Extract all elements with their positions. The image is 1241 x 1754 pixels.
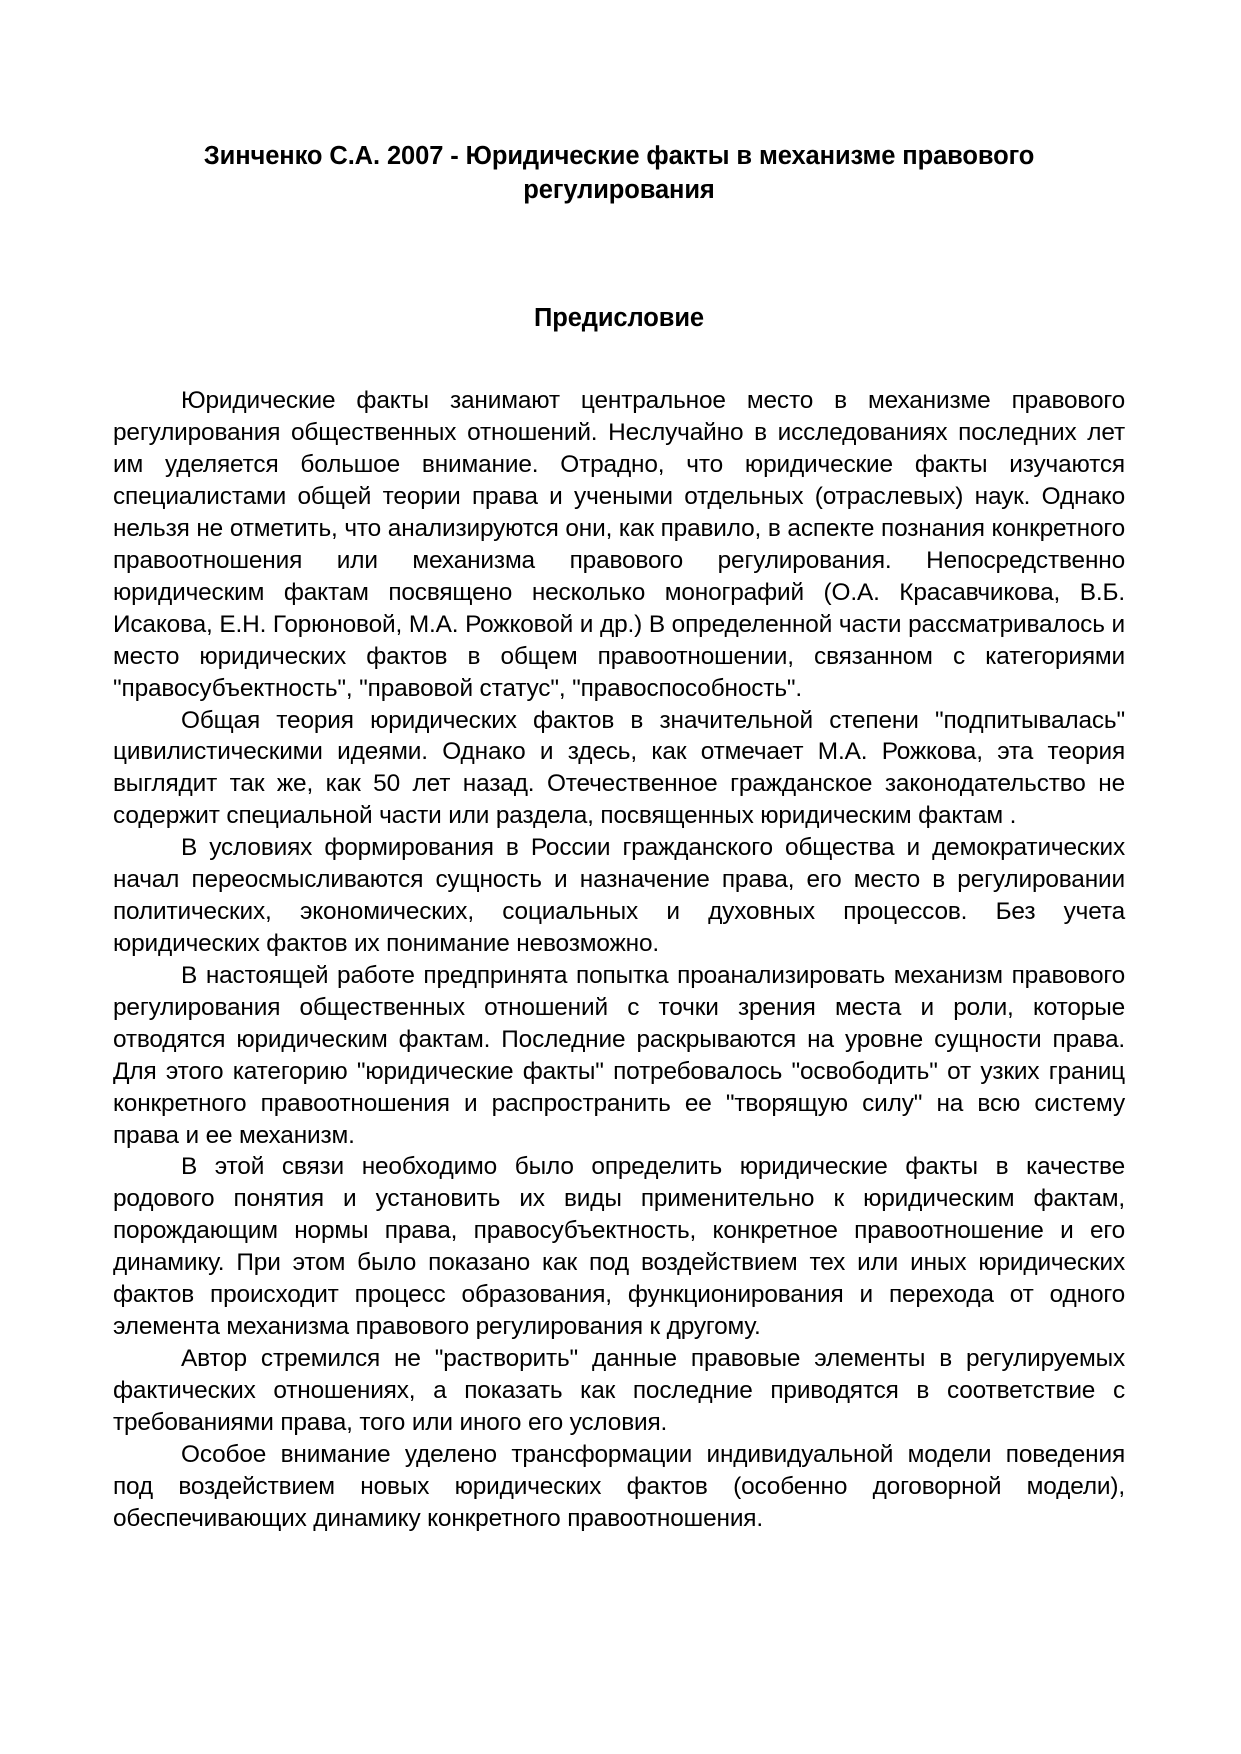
paragraph: Особое внимание уделено трансформации индивидуальной модели поведения под воздействием новых юридических фактов (особенно договорной модели), обеспечивающих динамику конкретного правоотношения. — [113, 1440, 1125, 1532]
body-text — [113, 333, 1125, 1534]
section-heading-preface: Предисловие — [533, 304, 704, 333]
paragraph: Юридические факты занимают центральное место в механизме правового регулирования общественных отношений. Неслучайно в исследованиях последних лет им уделяется большое внимание. Отрадно, что юридические факты изучаются специалистами общей теории права и учеными отдельных (отраслевых) наук. Однако нельзя не отметить, что анализируются они, как правило, в аспекте познания конкретного правоотношения или механизма правового регулирования. Непосредственно юридическим фактам посвящено несколько монографий (О.А. Красавчикова, В.Б. Исакова, Е.Н. Горюновой, М.А. Рожковой и др.) В определенной части рассматривалось и место юридических фактов в общем правоотношении, связанном с категориями "правосубъектность", "правовой статус", "правоспособность". — [113, 387, 1125, 702]
paragraph: В настоящей работе предпринята попытка проанализировать механизм правового регулирования общественных отношений с точки зрения места и роли, которые отводятся юридическим фактам. Последние раскрываются на уровне сущности права. Для этого категорию "юридические факты" потребовалось "освободить" от узких границ конкретного правоотношения и распространить ее "творящую силу" на всю систему права и ее механизм. — [113, 961, 1125, 1149]
document-title: Зинченко С.А. 2007 - Юридические факты в механизме правового регулирования — [203, 142, 1035, 204]
paragraph: Общая теория юридических фактов в значительной степени "подпитывалась" цивилистическими идеями. Однако и здесь, как отмечает М.А. Рожкова, эта теория выглядит так же, как 50 лет назад. Отечественное гражданское законодательство не содержит специальной части или раздела, посвященных юридическим фактам . — [113, 706, 1125, 830]
paragraph: Автор стремился не "растворить" данные правовые элементы в регулируемых фактических отношениях, а показать как последние приводятся в соответствие с требованиями права, того или иного его условия. — [113, 1344, 1125, 1436]
paragraph: В этой связи необходимо было определить юридические факты в качестве родового понятия и установить их виды применительно к юридическим фактам, порождающим нормы права, правосубъектность, конкретное правоотношение и его динамику. При этом было показано как под воздействием тех или иных юридических фактов происходит процесс образования, функционирования и перехода от одного элемента механизма правового регулирования к другому. — [113, 1153, 1125, 1341]
paragraph: В условиях формирования в России гражданского общества и демократических начал переосмысливаются сущность и назначение права, его место в регулировании политических, экономических, социальных и духовных процессов. Без учета юридических фактов их понимание невозможно. — [113, 834, 1125, 957]
page-content — [113, 140, 1125, 1535]
